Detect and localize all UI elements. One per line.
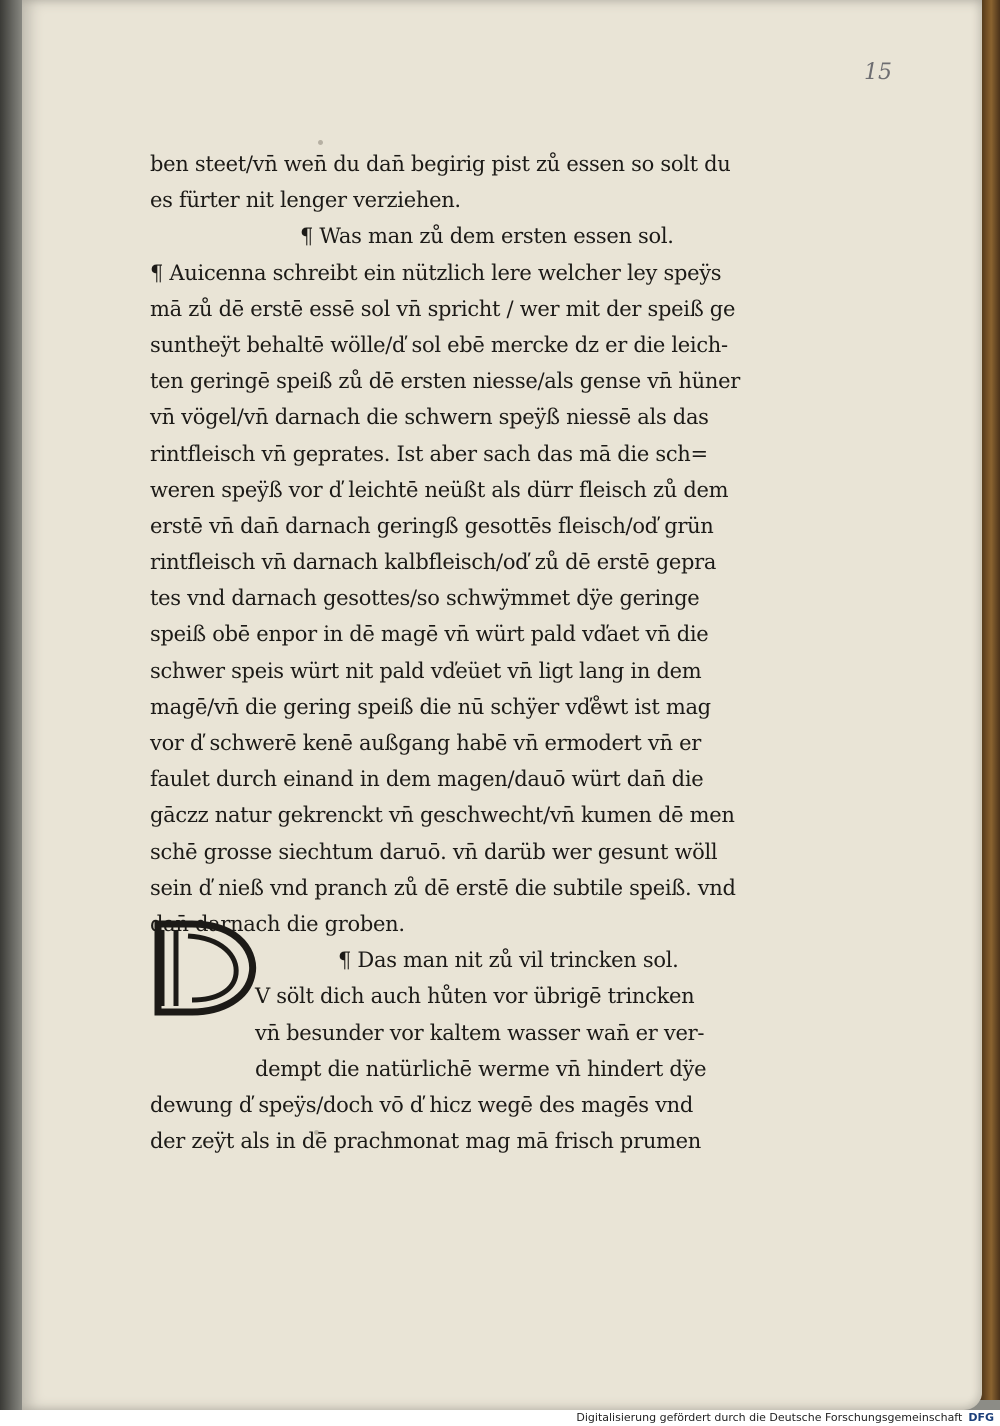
page-spot — [314, 1130, 319, 1135]
text-line: weren speÿß vor ď leichtē neüßt als dürr fleisch zů dem — [150, 477, 729, 502]
text-line: schē grosse siechtum daruō. vn̄ darüb wer gesunt wöll — [150, 839, 718, 864]
text-line: schwer speis würt nit pald vďeüet vn̄ ligt lang in dem — [150, 658, 702, 683]
text-line: mā zů dē erstē essē sol vn̄ spricht / wer mit der speiß ge — [150, 296, 736, 321]
manuscript-page — [22, 0, 982, 1410]
folio-number: 15 — [864, 60, 892, 85]
text-line: V sölt dich auch hůten vor übrigē trincken — [255, 984, 695, 1009]
text-line: der zeÿt als in dē prachmonat mag mā frisch prumen — [150, 1129, 702, 1154]
text-line: speiß obē enpor in dē magē vn̄ würt pald vďaet vn̄ die — [150, 622, 709, 647]
book-spine-left — [0, 0, 24, 1426]
text-line: ten geringē speiß zů dē ersten niesse/als gense vn̄ hüner — [150, 369, 740, 394]
text-line: dan̄ darnach die groben. — [150, 911, 405, 936]
decorated-initial — [152, 916, 260, 1016]
text-line: dewung ď speÿs/doch vō ď hicz wegē des magēs vnd — [150, 1092, 694, 1117]
text-line: vn̄ vögel/vn̄ darnach die schwern speÿß niessē als das — [150, 405, 709, 430]
text-line: vn̄ besunder vor kaltem wasser wan̄ er ver- — [255, 1020, 705, 1045]
text-line: rintfleisch vn̄ geprates. Ist aber sach das mā die sch= — [150, 441, 708, 466]
digitization-footer — [0, 1410, 1000, 1426]
text-line: suntheÿt behaltē wölle/ď sol ebē mercke dz er die leich- — [150, 332, 728, 357]
text-line: sein ď nieß vnd pranch zů dē erstē die subtile speiß. vnd — [150, 875, 736, 900]
text-line: magē/vn̄ die gering speiß die nū schÿer vďe̊wt ist mag — [150, 694, 711, 719]
text-line: es fürter nit lenger verziehen. — [150, 188, 461, 213]
text-line: gāczz natur gekrenckt vn̄ geschwecht/vn̄ kumen dē men — [150, 803, 735, 828]
text-line: rintfleisch vn̄ darnach kalbfleisch/oď zů dē erstē gepra — [150, 550, 717, 575]
text-line: ¶ Auicenna schreibt ein nützlich lere welcher ley speÿs — [150, 260, 722, 285]
footer-text: Digitalisierung gefördert durch die Deutsche Forschungsgemeinschaft — [576, 1411, 963, 1424]
page-edge — [980, 20, 982, 1400]
section-heading: ¶ Das man nit zů vil trincken sol. — [338, 948, 679, 973]
text-line: erstē vn̄ dan̄ darnach geringß gesottēs fleisch/oď grün — [150, 513, 714, 538]
text-line: ben steet/vn̄ wen̄ du dan̄ begirig pist zů essen so solt du — [150, 152, 731, 176]
page-spot — [318, 140, 323, 145]
dfg-logo: DFG — [968, 1411, 994, 1424]
text-line: tes vnd darnach gesottes/so schwÿmmet dÿe geringe — [150, 586, 700, 611]
text-line: vor ď schwerē kenē außgang habē vn̄ ermodert vn̄ er — [150, 731, 701, 755]
text-line: dempt die natürlichē werme vn̄ hindert dÿe — [255, 1056, 707, 1081]
text-line: faulet durch einand in dem magen/dauō würt dan̄ die — [150, 767, 704, 792]
section-heading: ¶ Was man zů dem ersten essen sol. — [300, 224, 674, 249]
